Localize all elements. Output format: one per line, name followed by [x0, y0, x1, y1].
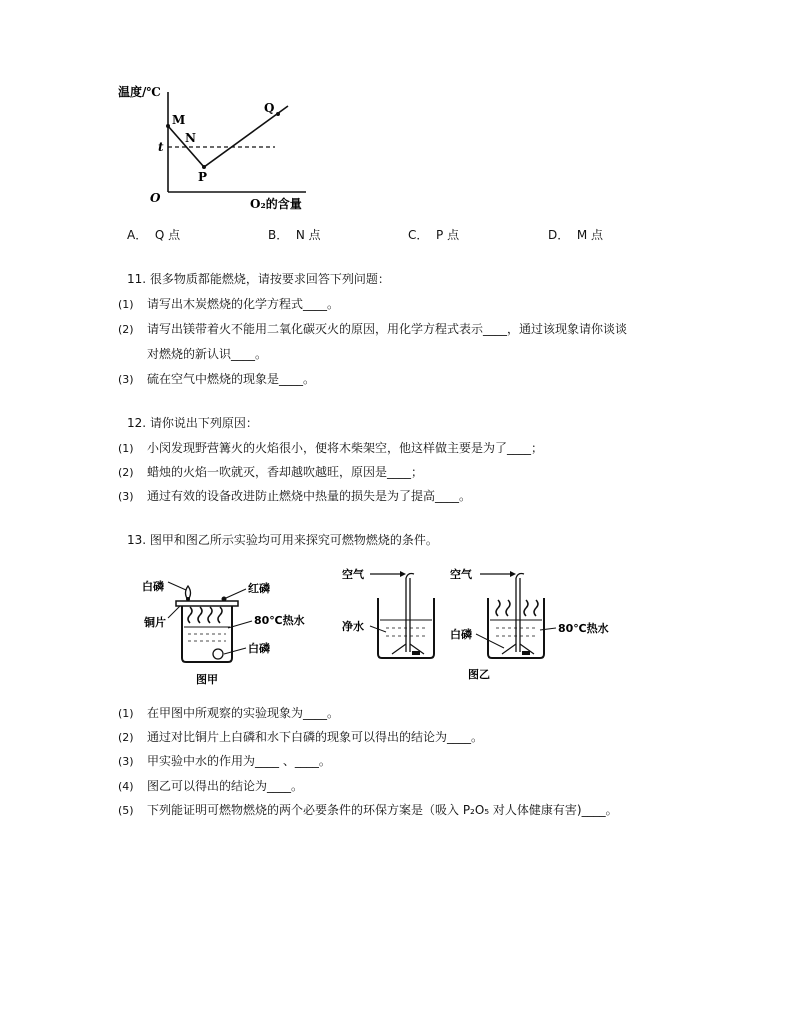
caption-yi: 图乙 — [468, 668, 490, 681]
point-p — [202, 165, 206, 169]
steam-icon — [208, 607, 212, 623]
white-phosphorus-right — [522, 651, 530, 655]
label-white-p-top: 白磷 — [142, 580, 164, 593]
steam-icon — [198, 607, 202, 623]
arrow-head-icon — [510, 571, 516, 577]
air-tube-right — [516, 578, 520, 652]
label-p: P — [198, 170, 208, 184]
label-white-p-yi: 白磷 — [450, 628, 472, 641]
option-c[interactable]: C． P 点 — [408, 228, 460, 242]
steam-icon — [496, 600, 500, 616]
q13-title: 13. 图甲和图乙所示实验均可用来探究可燃物燃烧的条件。 — [127, 533, 438, 547]
point-m — [166, 124, 170, 128]
figure-yi — [340, 560, 620, 690]
q12-item-2: (2) 蜡烛的火焰一吹就灭，香却越吹越旺，原因是____； — [118, 465, 424, 479]
steam-icon — [188, 607, 192, 623]
white-phosphorus-left — [412, 651, 420, 655]
q11-item-2: (2) 请写出镁带着火不能用二氧化碳灭火的原因，用化学方程式表示____，通过该现象请你谈谈 — [118, 322, 628, 336]
caption-jia: 图甲 — [196, 673, 218, 686]
copper-plate — [176, 601, 238, 606]
label-air-left: 空气 — [342, 568, 364, 581]
steam-icon — [524, 600, 528, 616]
air-tube-left — [406, 574, 414, 579]
q11-item-2-cont: 对燃烧的新认识____。 — [147, 347, 268, 361]
option-a[interactable]: A． Q 点 — [127, 228, 181, 242]
leader-line — [226, 589, 246, 598]
t-label: t — [158, 140, 164, 154]
label-white-p-bottom: 白磷 — [248, 642, 270, 655]
q13-item-2: (2) 通过对比铜片上白磷和水下白磷的现象可以得出的结论为____。 — [118, 730, 484, 744]
option-b[interactable]: B． N 点 — [268, 228, 321, 242]
label-m: M — [172, 113, 186, 127]
label-air-right: 空气 — [450, 568, 472, 581]
steam-icon — [506, 600, 510, 616]
arrow-head-icon — [400, 571, 406, 577]
label-n: N — [185, 131, 196, 145]
q12-item-1: (1) 小闵发现野营篝火的火焰很小，便将木柴架空，他这样做主要是为了____； — [118, 441, 544, 455]
leader-line — [168, 582, 186, 590]
red-phosphorus — [222, 597, 227, 602]
label-copper: 铜片 — [144, 616, 166, 629]
q11-title: 11. 很多物质都能燃烧，请按要求回答下列问题： — [127, 272, 390, 286]
q12-item-3: (3) 通过有效的设备改进防止燃烧中热量的损失是为了提高____。 — [118, 489, 472, 503]
white-phosphorus-bottom — [213, 649, 223, 659]
point-q — [276, 112, 280, 116]
label-red-p: 红磷 — [248, 582, 270, 595]
leader-line — [476, 634, 504, 648]
air-tube-left — [406, 578, 410, 652]
temperature-graph — [110, 80, 310, 215]
white-phosphorus-top — [186, 597, 190, 601]
air-tube-right — [516, 574, 524, 579]
leader-line — [540, 628, 556, 630]
q13-item-4: (4) 图乙可以得出的结论为____。 — [118, 779, 304, 793]
y-axis-label: 温度/℃ — [118, 85, 161, 99]
x-axis-label: O₂的含量 — [250, 197, 302, 211]
steam-icon — [218, 607, 222, 623]
steam-icon — [534, 600, 538, 616]
q13-item-1: (1) 在甲图中所观察的实验现象为____。 — [118, 706, 340, 720]
origin-label: O — [150, 191, 161, 205]
label-hot-water-jia: 80℃热水 — [254, 614, 305, 627]
q11-item-1: (1) 请写出木炭燃烧的化学方程式____。 — [118, 297, 340, 311]
leader-line — [224, 648, 246, 654]
figure-jia — [140, 568, 320, 693]
label-hot-water-yi: 80℃热水 — [558, 622, 609, 635]
q12-title: 12. 请你说出下列原因： — [127, 416, 258, 430]
label-clean-water: 净水 — [342, 620, 364, 633]
option-d[interactable]: D． M 点 — [548, 228, 604, 242]
q11-item-3: (3) 硫在空气中燃烧的现象是____。 — [118, 372, 316, 386]
q13-item-3: (3) 甲实验中水的作用为____ 、____。 — [118, 754, 331, 768]
leader-line — [168, 606, 180, 618]
label-q: Q — [264, 101, 275, 115]
q13-item-5: (5) 下列能证明可燃物燃烧的两个必要条件的环保方案是（吸入 P₂O₅ 对人体健康有害)____。 — [118, 803, 618, 817]
